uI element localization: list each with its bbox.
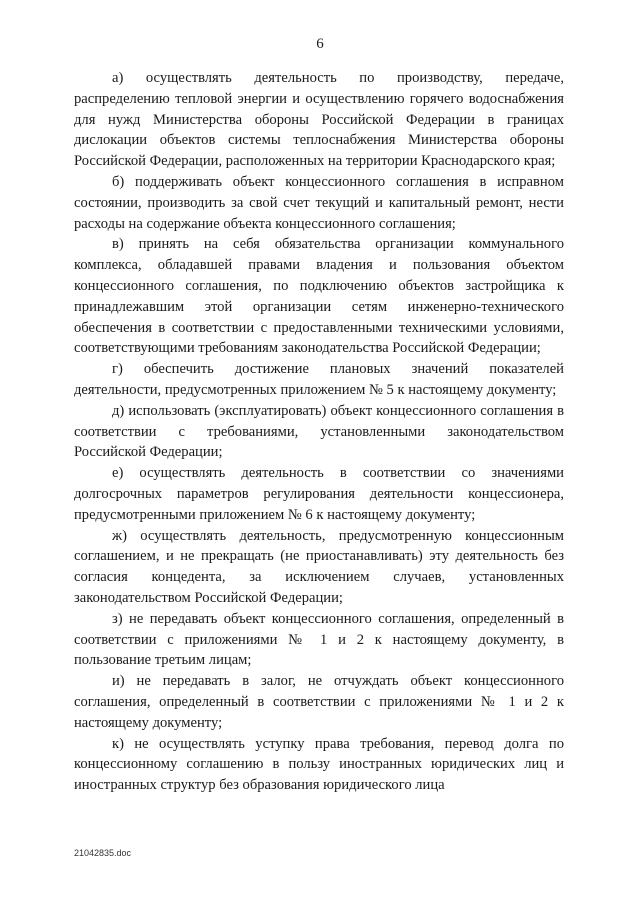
document-body: [74, 68, 564, 796]
footer-document-code: 21042835.doc: [74, 848, 132, 858]
paragraph-g: г) обеспечить достижение плановых значений показателей деятельности, предусмотренных приложением № 5 к настоящему документу;: [74, 361, 564, 398]
paragraph-zh: ж) осуществлять деятельность, предусмотренную концессионным соглашением, и не прекращать (не приостанавливать) эту деятельность без согласия концедента, за исключением случаев, установленных законодательством Российской Федерации;: [74, 527, 564, 606]
paragraph-v: в) принять на себя обязательства организации коммунального комплекса, обладавшей правами владения и пользования объектом концессионного соглашения, по подключению объектов застройщика к принадлежавшим этой организации сетям инженерно-технического обеспечения в соответствии с предоставленными техническими условиями, соответствующими требованиям законодательства Российской Федерации;: [74, 236, 564, 357]
paragraph-a: а) осуществлять деятельность по производству, передаче, распределению тепловой энергии и осуществлению горячего водоснабжения для нужд Министерства обороны Российской Федерации в границах дислокации объектов системы теплоснабжения Министерства обороны Российской Федерации, расположенных на территории Краснодарского края;: [74, 70, 564, 170]
paragraph-e: е) осуществлять деятельность в соответствии со значениями долгосрочных параметров регулирования деятельности концессионера, предусмотренными приложением № 6 к настоящему документу;: [74, 465, 564, 523]
paragraph-d: д) использовать (эксплуатировать) объект концессионного соглашения в соответствии с требованиями, установленными законодательством Российской Федерации;: [74, 402, 564, 461]
paragraph-k: к) не осуществлять уступку права требования, перевод долга по концессионному соглашению в пользу иностранных юридических лиц и иностранных структур без образования юридического лица: [74, 735, 564, 794]
paragraph-z: з) не передавать объект концессионного соглашения, определенный в соответствии с приложениями № 1 и 2 к настоящему документу, в пользование третьим лицам;: [74, 610, 564, 669]
paragraph-i: и) не передавать в залог, не отчуждать объект концессионного соглашения, определенный в соответствии с приложениями № 1 и 2 к настоящему документу;: [74, 673, 564, 731]
page-number: 6: [316, 36, 324, 52]
paragraph-b: б) поддерживать объект концессионного соглашения в исправном состоянии, производить за свой счет текущий и капитальный ремонт, нести расходы на содержание объекта концессионного соглашения;: [74, 173, 564, 232]
